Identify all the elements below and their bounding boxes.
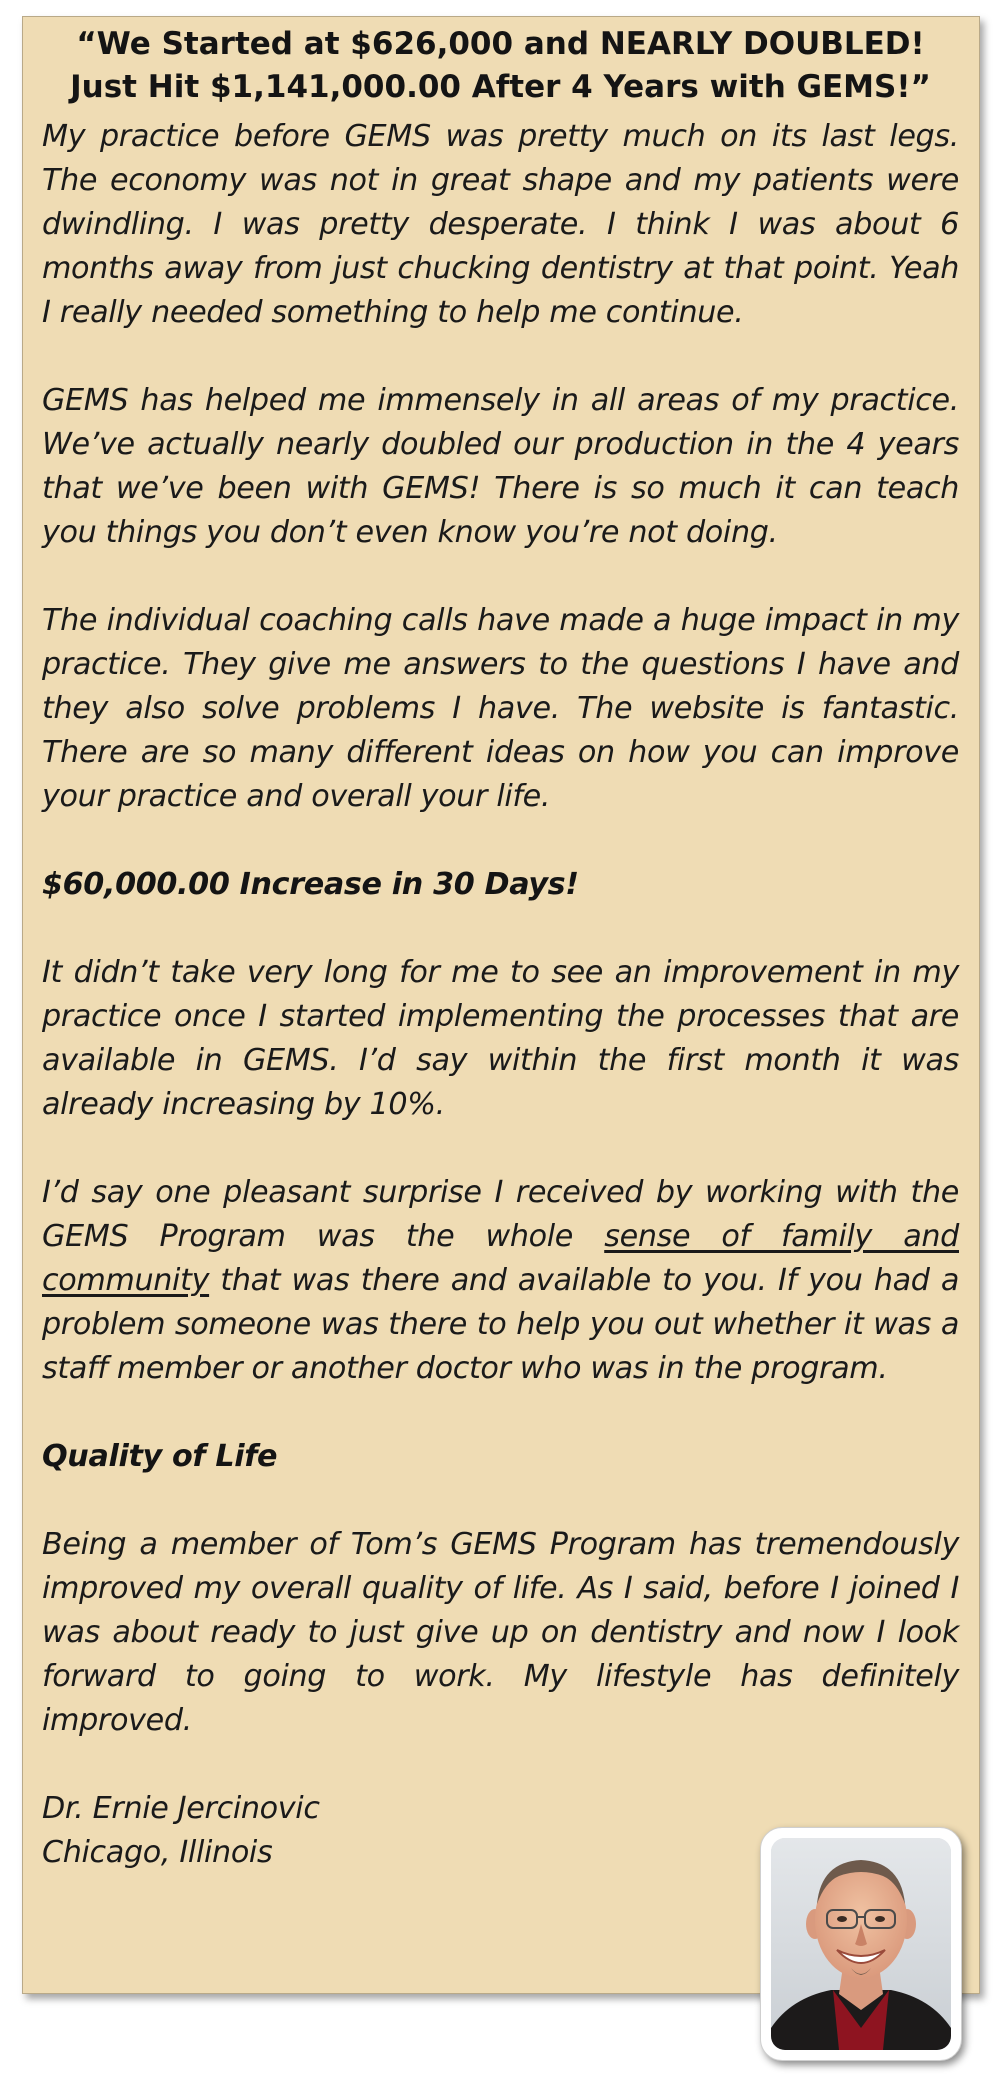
signature-name: Dr. Ernie Jercinovic xyxy=(42,1791,320,1826)
paragraph-quality-of-life: Being a member of Tom’s GEMS Program has tremendously improved my overall quality of life. As I said, before I joined I was about ready to just give up on dentistry and now I look forward to going to work. My lifestyle has definitely improved. xyxy=(42,1527,959,1738)
doctor-photo-frame xyxy=(760,1827,962,2061)
paragraph-before-gems: My practice before GEMS was pretty much on its last legs. The economy was not in great shape and my patients were dwindling. I was pretty desperate. I think I was about 6 months away from just chucking dentistry at that point. Yeah I really needed something to help me continue. xyxy=(42,119,959,330)
family-text-after: that was there and available to you. If you had a problem someone was there to help you out whether it was a staff member or another doctor who was in the program. xyxy=(42,1263,959,1386)
subhead-increase: $60,000.00 Increase in 30 Days! xyxy=(42,867,579,902)
headline-line-2: Just Hit $1,141,000.00 After 4 Years with GEMS!” xyxy=(70,69,931,105)
headline-line-1: “We Started at $626,000 and NEARLY DOUBLED! xyxy=(76,26,925,62)
doctor-photo xyxy=(771,1838,951,2050)
testimonial-headline xyxy=(42,23,959,109)
testimonial-card xyxy=(22,16,980,1994)
paragraph-gems-helped: GEMS has helped me immensely in all areas of my practice. We’ve actually nearly doubled our production in the 4 years that we’ve been with GEMS! There is so much it can teach you things you don’t even know you’re not doing. xyxy=(42,383,959,550)
paragraph-family xyxy=(42,1171,959,1391)
signature-location: Chicago, Illinois xyxy=(42,1835,273,1870)
paragraph-improvement: It didn’t take very long for me to see an improvement in my practice once I started implementing the processes that are available in GEMS. I’d say within the first month it was already increasing by 10%. xyxy=(42,955,959,1122)
subhead-quality-of-life: Quality of Life xyxy=(42,1439,278,1474)
doctor-portrait-icon xyxy=(771,1838,951,2050)
family-text-before: I’d say one pleasant surprise I received by working with the GEMS Program was the whole xyxy=(42,1175,959,1254)
testimonial-body xyxy=(42,115,959,1875)
family-underlined-phrase: sense of family and community xyxy=(42,1219,959,1298)
paragraph-coaching-calls: The individual coaching calls have made a huge impact in my practice. They give me answers to the questions I have and they also solve problems I have. The website is fantastic. There are so many different ideas on how you can improve your practice and overall your life. xyxy=(42,603,959,814)
